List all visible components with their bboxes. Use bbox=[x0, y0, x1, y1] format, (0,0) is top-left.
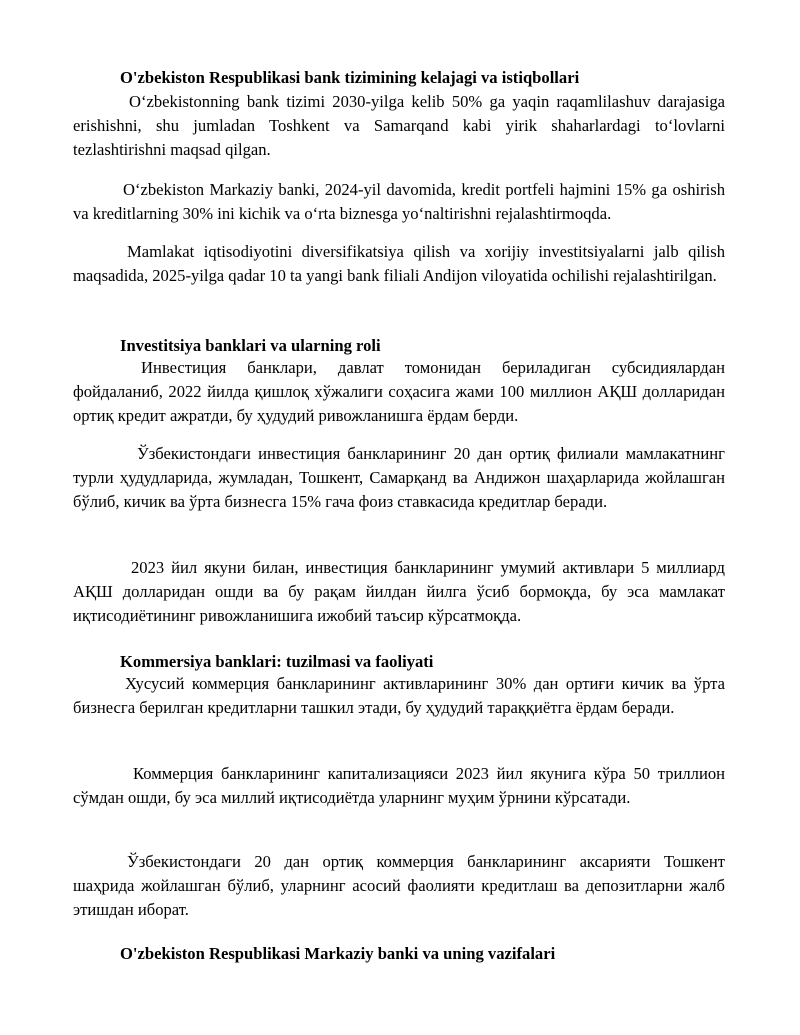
paragraph: Хусусий коммерция банкларининг активларининг 30% дан ортиғи кичик ва ўрта бизнесга берилган кредитларни ташкил этади, бу ҳудудий тараққиётга ёрдам беради. bbox=[73, 674, 725, 717]
paragraph: Mamlakat iqtisodiyotini diversifikatsiya qilish va xorijiy investitsiyalarni jalb qilish maqsadida, 2025-yilga qadar 10 ta yangi bank filiali Andijon viloyatida ochilishi rejalashtirilgan. bbox=[73, 242, 725, 285]
section-heading: Kommersiya banklari: tuzilmasi va faoliyati bbox=[120, 652, 434, 671]
section-heading: Investitsiya banklari va ularning roli bbox=[120, 336, 381, 355]
paragraph: O‘zbekistonning bank tizimi 2030-yilga kelib 50% ga yaqin raqamlilashuv darajasiga erishishni, shu jumladan Toshkent va Samarqand kabi yirik shaharlardagi to‘lovlarni tezlashtirishni maqsad qilgan. bbox=[73, 92, 725, 159]
section-heading: O'zbekiston Respublikasi bank tizimining kelajagi va istiqbollari bbox=[120, 68, 580, 87]
section-heading: O'zbekiston Respublikasi Markaziy banki va uning vazifalari bbox=[120, 944, 556, 963]
paragraph: O‘zbekiston Markaziy banki, 2024-yil davomida, kredit portfeli hajmini 15% ga oshirish va kreditlarning 30% ini kichik va o‘rta biznesga yo‘naltirishni rejalashtirmoqda. bbox=[73, 180, 725, 223]
paragraph: Коммерция банкларининг капитализацияси 2023 йил якунига кўра 50 триллион сўмдан ошди, бу эса миллий иқтисодиётда уларнинг муҳим ўрнини кўрсатади. bbox=[73, 764, 725, 807]
paragraph: Ўзбекистондаги 20 дан ортиқ коммерция банкларининг аксарияти Тошкент шаҳрида жойлашган бўлиб, уларнинг асосий фаолияти кредитлаш ва депозитларни жалб этишдан иборат. bbox=[73, 852, 725, 919]
paragraph: Инвестиция банклари, давлат томонидан бериладиган субсидиялардан фойдаланиб, 2022 йилда қишлоқ хўжалиги соҳасига жами 100 миллион АҚШ долларидан ортиқ кредит ажратди, бу ҳудудий ривожланишга ёрдам берди. bbox=[73, 358, 725, 425]
paragraph: Ўзбекистондаги инвестиция банкларининг 20 дан ортиқ филиали мамлакатнинг турли ҳудудларида, жумладан, Тошкент, Самарқанд ва Андижон шаҳарларида жойлашган бўлиб, кичик ва ўрта бизнесга 15% гача фоиз ставкасида кредитлар беради. bbox=[73, 444, 725, 511]
paragraph: 2023 йил якуни билан, инвестиция банкларининг умумий активлари 5 миллиард АҚШ долларидан ошди ва бу рақам йилдан йилга ўсиб бормоқда, бу эса мамлакат иқтисодиётининг ривожланишига ижобий таъсир кўрсатмоқда. bbox=[73, 558, 725, 625]
